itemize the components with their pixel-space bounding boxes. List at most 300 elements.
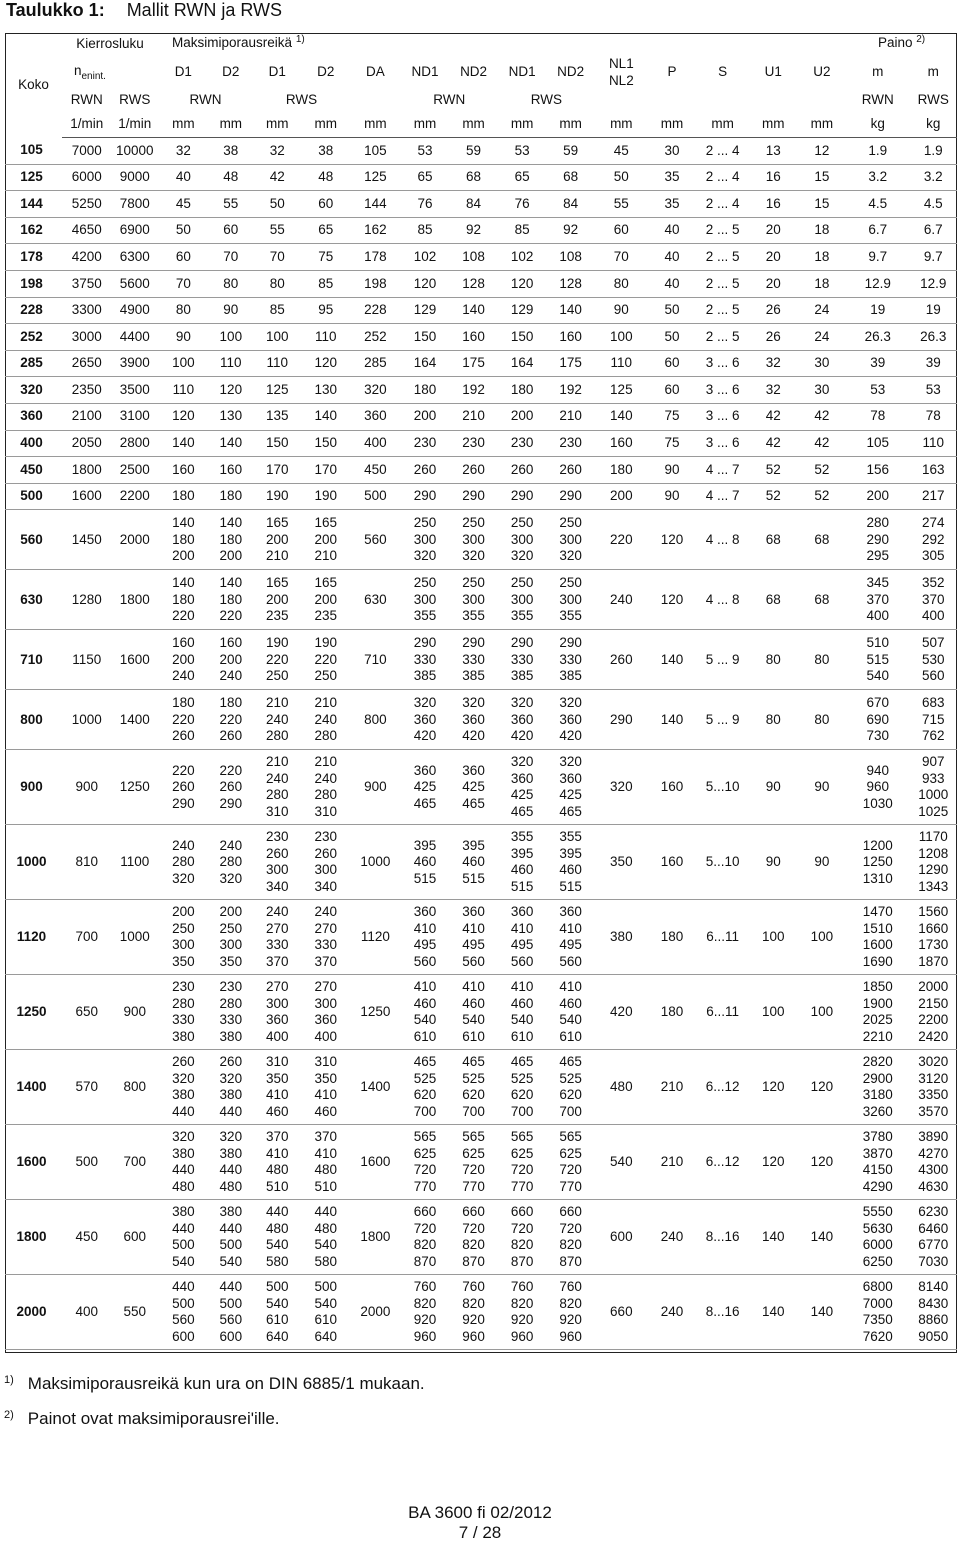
table-cell: 32 [749,350,798,377]
table-cell: 90 [158,324,209,351]
table-cell: 355 395 460 515 [546,825,595,900]
table-cell: 320 [595,750,648,825]
size-cell: 162 [5,217,62,244]
table-cell: 700 [112,1125,158,1200]
table-cell: 140 180 220 [158,570,209,630]
table-cell: 110 [253,350,302,377]
table-cell: 360 410 495 560 [449,900,498,975]
col-s: S [718,64,728,80]
table-cell: 102 [498,244,547,271]
table-cell: 76 [498,191,547,218]
table-cell: 32 [749,377,798,404]
table-cell: 250 300 320 [498,510,547,570]
table-cell: 240 [648,1200,697,1275]
table-cell: 410 460 540 610 [449,975,498,1050]
footnote-1: $^{1)}$ Maksimiporausreikä kun ura on DIN 6885/1 mukaan. [4,1374,425,1393]
table-cell: 150 [302,430,351,457]
table-cell: 3 ... 6 [696,350,749,377]
table-cell: 35 [648,191,697,218]
table-cell: 900 [112,975,158,1050]
size-cell: 450 [5,457,62,484]
table-cell: 2820 2900 3180 3260 [846,1050,909,1125]
table-cell: 140 180 200 [209,510,253,570]
table-cell: 5550 5630 6000 6250 [846,1200,909,1275]
table-cell: 180 220 260 [209,690,253,750]
table-cell: 84 [449,191,498,218]
table-cell: 440 500 560 600 [158,1275,209,1350]
table-cell: 230 [401,430,450,457]
table-row [5,1050,957,1125]
table-cell: 2350 [62,377,112,404]
size-cell: 710 [5,630,62,690]
table-cell: 45 [158,191,209,218]
table-cell: 19 [909,297,957,324]
table-cell: 140 180 220 [209,570,253,630]
table-cell: 140 [595,403,648,430]
table-cell: 370 410 480 510 [302,1125,351,1200]
col-m-rws: m [927,64,939,80]
table-cell: 20 [749,217,798,244]
table-cell: 164 [498,350,547,377]
table-cell: 5 ... 9 [696,630,749,690]
table-cell: 163 [909,457,957,484]
col-d2: D2 [222,64,240,80]
unit: mm [350,112,401,138]
table-cell: 5600 [112,270,158,297]
table-cell: 110 [158,377,209,404]
table-cell: 60 [302,191,351,218]
table-cell: 30 [798,350,847,377]
table-cell: 90 [749,750,798,825]
size-cell: 105 [5,138,62,165]
table-cell: 2 ... 5 [696,324,749,351]
table-cell: 250 300 355 [401,570,450,630]
table-cell: 150 [498,324,547,351]
table-cell: 120 [209,377,253,404]
table-cell: 270 300 360 400 [253,975,302,1050]
table-cell: 160 [595,430,648,457]
table-cell: 60 [209,217,253,244]
table-cell: 500 540 610 640 [302,1275,351,1350]
table-row [5,270,957,297]
table-cell: 220 [595,510,648,570]
table-cell: 9.7 [846,244,909,271]
table-cell: 5...10 [696,825,749,900]
table-cell: 565 625 720 770 [449,1125,498,1200]
table-cell: 3500 [112,377,158,404]
table-cell: 100 [749,975,798,1050]
table-cell: 200 [846,483,909,510]
table-cell: 85 [253,297,302,324]
table-cell: 102 [401,244,450,271]
table-cell: 500 [350,483,401,510]
unit: mm [498,112,547,138]
table-cell: 380 440 500 540 [158,1200,209,1275]
table-cell: 250 300 355 [449,570,498,630]
table-cell: 100 [749,900,798,975]
table-cell: 210 [449,403,498,430]
table-cell: 165 200 210 [253,510,302,570]
table-cell: 290 [401,483,450,510]
table-cell: 100 [798,975,847,1050]
table-cell: 120 [648,510,697,570]
table-row [5,1200,957,1275]
table-cell: 75 [302,244,351,271]
table-cell: 84 [546,191,595,218]
table-cell: 210 [546,403,595,430]
table-cell: 9000 [112,164,158,191]
table-cell: 60 [648,350,697,377]
table-cell: 228 [350,297,401,324]
table-cell: 13 [749,138,798,165]
unit: mm [158,112,209,138]
table-cell: 6...11 [696,975,749,1050]
table-cell: 565 625 720 770 [498,1125,547,1200]
table-cell: 120 [798,1050,847,1125]
table-cell: 700 [62,900,112,975]
table-cell: 320 380 440 480 [158,1125,209,1200]
table-cell: 660 720 820 870 [449,1200,498,1275]
table-cell: 250 300 355 [498,570,547,630]
table-cell: 55 [595,191,648,218]
table-cell: 900 [62,750,112,825]
table-cell: 600 [112,1200,158,1275]
table-cell: 50 [595,164,648,191]
table-cell: 15 [798,164,847,191]
table-cell: 760 820 920 960 [401,1275,450,1350]
table-cell: 2100 [62,403,112,430]
table-cell: 1150 [62,630,112,690]
table-cell: 2050 [62,430,112,457]
header-row-2 [5,56,957,89]
table-cell: 165 200 235 [302,570,351,630]
table-cell: 129 [401,297,450,324]
table-cell: 68 [749,570,798,630]
table-cell: 280 290 295 [846,510,909,570]
table-cell: 48 [302,164,351,191]
table-cell: 650 [62,975,112,1050]
table-cell: 1280 [62,570,112,630]
table-cell: 200 [595,483,648,510]
table-cell: 4.5 [909,191,957,218]
table-cell: 65 [302,217,351,244]
table-cell: 250 300 320 [401,510,450,570]
table-cell: 26.3 [846,324,909,351]
table-cell: 128 [546,270,595,297]
col-nd2: ND2 [460,64,488,80]
table-cell: 2 ... 5 [696,297,749,324]
table-cell: 55 [253,217,302,244]
table-cell: 50 [158,217,209,244]
table-cell: 285 [350,350,401,377]
table-cell: 200 250 300 350 [209,900,253,975]
col-d1-rws: D1 [268,64,286,80]
size-cell: 560 [5,510,62,570]
table-cell: 32 [253,138,302,165]
table-cell: 90 [595,297,648,324]
table-cell: 760 820 920 960 [498,1275,547,1350]
table-cell: 565 625 720 770 [546,1125,595,1200]
table-cell: 140 [648,630,697,690]
table-cell: 800 [112,1050,158,1125]
koko-header: Koko [18,77,49,92]
table-cell: 140 [302,403,351,430]
table-cell: 220 260 290 [158,750,209,825]
table-cell: 8...16 [696,1200,749,1275]
table-cell: 42 [749,430,798,457]
table-cell: 12.9 [909,270,957,297]
col-da: DA [366,64,385,80]
table-row [5,164,957,191]
table-cell: 230 280 330 380 [209,975,253,1050]
table-cell: 810 [62,825,112,900]
table-cell: 120 [498,270,547,297]
table-cell: 5...10 [696,750,749,825]
table-cell: 59 [546,138,595,165]
table-cell: 80 [798,630,847,690]
table-cell: 565 625 720 770 [401,1125,450,1200]
table-cell: 570 [62,1050,112,1125]
table-cell: 108 [546,244,595,271]
table-cell: 68 [546,164,595,191]
table-cell: 130 [209,403,253,430]
col-nd1: ND1 [411,64,439,80]
table-cell: 260 [449,457,498,484]
table-cell: 290 [546,483,595,510]
table-cell: 120 [158,403,209,430]
table-cell: 1450 [62,510,112,570]
table-cell: 9.7 [909,244,957,271]
table-cell: 4 ... 8 [696,510,749,570]
table-cell: 8...16 [696,1275,749,1350]
table-cell: 76 [401,191,450,218]
table-cell: 80 [595,270,648,297]
table-cell: 200 [401,403,450,430]
table-cell: 450 [350,457,401,484]
col-p: P [667,64,677,80]
table-cell: 600 [595,1200,648,1275]
table-cell: 1800 [350,1200,401,1275]
table-cell: 360 410 495 560 [546,900,595,975]
table-cell: 50 [648,324,697,351]
table-cell: 120 [749,1125,798,1200]
table-cell: 12.9 [846,270,909,297]
table-cell: 440 500 560 600 [209,1275,253,1350]
table-cell: 180 220 260 [158,690,209,750]
table-cell: 95 [302,297,351,324]
table-cell: 40 [648,217,697,244]
table-cell: 230 280 330 380 [158,975,209,1050]
table-cell: 140 [209,430,253,457]
table-cell: 125 [253,377,302,404]
table-cell: 180 [595,457,648,484]
table-cell: 1600 [350,1125,401,1200]
table-cell: 210 240 280 310 [302,750,351,825]
table-cell: 1470 1510 1600 1690 [846,900,909,975]
table-cell: 160 [449,324,498,351]
table-cell: 290 [498,483,547,510]
table-cell: 85 [302,270,351,297]
table-cell: 92 [449,217,498,244]
table-cell: 6800 7000 7350 7620 [846,1275,909,1350]
table-cell: 190 [253,483,302,510]
table-cell: 1800 [62,457,112,484]
size-cell: 198 [5,270,62,297]
table-cell: 80 [749,690,798,750]
unit: mm [401,112,450,138]
table-cell: 100 [798,900,847,975]
table-cell: 140 [798,1200,847,1275]
table-cell: 18 [798,270,847,297]
table-cell: 500 540 610 640 [253,1275,302,1350]
table-cell: 140 [749,1200,798,1275]
table-cell: 135 [253,403,302,430]
table-cell: 410 460 540 610 [498,975,547,1050]
table-cell: 3890 4270 4300 4630 [909,1125,957,1200]
table-cell: 260 [498,457,547,484]
table-row [5,377,957,404]
table-cell: 465 525 620 700 [546,1050,595,1125]
col-d1: D1 [174,64,192,80]
table-cell: 140 [449,297,498,324]
rwn-label: RWN [70,92,103,108]
size-cell: 360 [5,403,62,430]
table-cell: 4 ... 7 [696,457,749,484]
table-cell: 140 [158,430,209,457]
unit: kg [909,112,957,138]
table-cell: 180 [401,377,450,404]
table-cell: 140 180 200 [158,510,209,570]
table-cell: 100 [209,324,253,351]
table-cell: 160 [648,825,697,900]
table-cell: 3750 [62,270,112,297]
table-cell: 30 [798,377,847,404]
table-cell: 210 240 280 [253,690,302,750]
kierrosluku-header: Kierrosluku [76,36,144,52]
table-cell: 4 ... 7 [696,483,749,510]
table-cell: 180 [158,483,209,510]
table-cell: 80 [253,270,302,297]
table-cell: 3000 [62,324,112,351]
table-cell: 178 [350,244,401,271]
table-cell: 350 [595,825,648,900]
table-row [5,690,957,750]
table-cell: 660 720 820 870 [546,1200,595,1275]
table-row [5,900,957,975]
table-cell: 670 690 730 [846,690,909,750]
table-cell: 26.3 [909,324,957,351]
table-row [5,457,957,484]
table-cell: 150 [401,324,450,351]
table-cell: 3100 [112,403,158,430]
table-cell: 320 360 420 [449,690,498,750]
size-cell: 252 [5,324,62,351]
rwn-label: RWN [861,92,894,108]
table-cell: 1000 [62,690,112,750]
table-row [5,403,957,430]
table-cell: 320 360 425 465 [546,750,595,825]
table-cell: 1560 1660 1730 1870 [909,900,957,975]
size-cell: 1800 [5,1200,62,1275]
table-cell: 48 [209,164,253,191]
table-cell: 52 [749,457,798,484]
table-cell: 500 [62,1125,112,1200]
table-cell: 630 [350,570,401,630]
table-cell: 465 525 620 700 [449,1050,498,1125]
table-cell: 6...11 [696,900,749,975]
table-cell: 68 [798,510,847,570]
table-cell: 360 425 465 [449,750,498,825]
table-cell: 465 525 620 700 [401,1050,450,1125]
table-cell: 20 [749,270,798,297]
table-row [5,324,957,351]
table-cell: 760 820 920 960 [546,1275,595,1350]
table-cell: 140 [749,1275,798,1350]
table-row [5,510,957,570]
table-cell: 210 240 280 [302,690,351,750]
table-cell: 110 [909,430,957,457]
table-cell: 240 270 330 370 [253,900,302,975]
col-nd2-rws: ND2 [557,64,585,80]
table-cell: 290 330 385 [401,630,450,690]
table-cell: 160 200 240 [209,630,253,690]
table-cell: 1250 [112,750,158,825]
table-cell: 1100 [112,825,158,900]
size-cell: 400 [5,430,62,457]
table-cell: 32 [158,138,209,165]
table-cell: 290 330 385 [449,630,498,690]
table-cell: 270 300 360 400 [302,975,351,1050]
table-cell: 180 [209,483,253,510]
unit: mm [595,112,648,138]
table-cell: 160 200 240 [158,630,209,690]
table-cell: 7000 [62,138,112,165]
table-cell: 440 480 540 580 [253,1200,302,1275]
table-cell: 320 360 425 465 [498,750,547,825]
table-cell: 250 300 320 [546,510,595,570]
table-cell: 19 [846,297,909,324]
table-cell: 18 [798,244,847,271]
table-cell: 59 [449,138,498,165]
table-cell: 140 [798,1275,847,1350]
unit: mm [696,112,749,138]
table-cell: 395 460 515 [401,825,450,900]
table-cell: 507 530 560 [909,630,957,690]
table-cell: 352 370 400 [909,570,957,630]
table-cell: 274 292 305 [909,510,957,570]
table-cell: 380 440 500 540 [209,1200,253,1275]
table-row [5,244,957,271]
table-row [5,1125,957,1200]
table-cell: 110 [209,350,253,377]
table-row [5,570,957,630]
table-cell: 50 [648,297,697,324]
table-cell: 6...12 [696,1125,749,1200]
table-cell: 24 [798,324,847,351]
table-cell: 230 260 300 340 [253,825,302,900]
size-cell: 500 [5,483,62,510]
table-cell: 42 [798,403,847,430]
table-cell: 2800 [112,430,158,457]
table-cell: 2650 [62,350,112,377]
table-cell: 150 [253,430,302,457]
table-cell: 230 [449,430,498,457]
table-cell: 450 [62,1200,112,1275]
size-cell: 1400 [5,1050,62,1125]
table-cell: 120 [798,1125,847,1200]
table-title-label: Taulukko 1: [6,0,105,20]
table-cell: 15 [798,191,847,218]
